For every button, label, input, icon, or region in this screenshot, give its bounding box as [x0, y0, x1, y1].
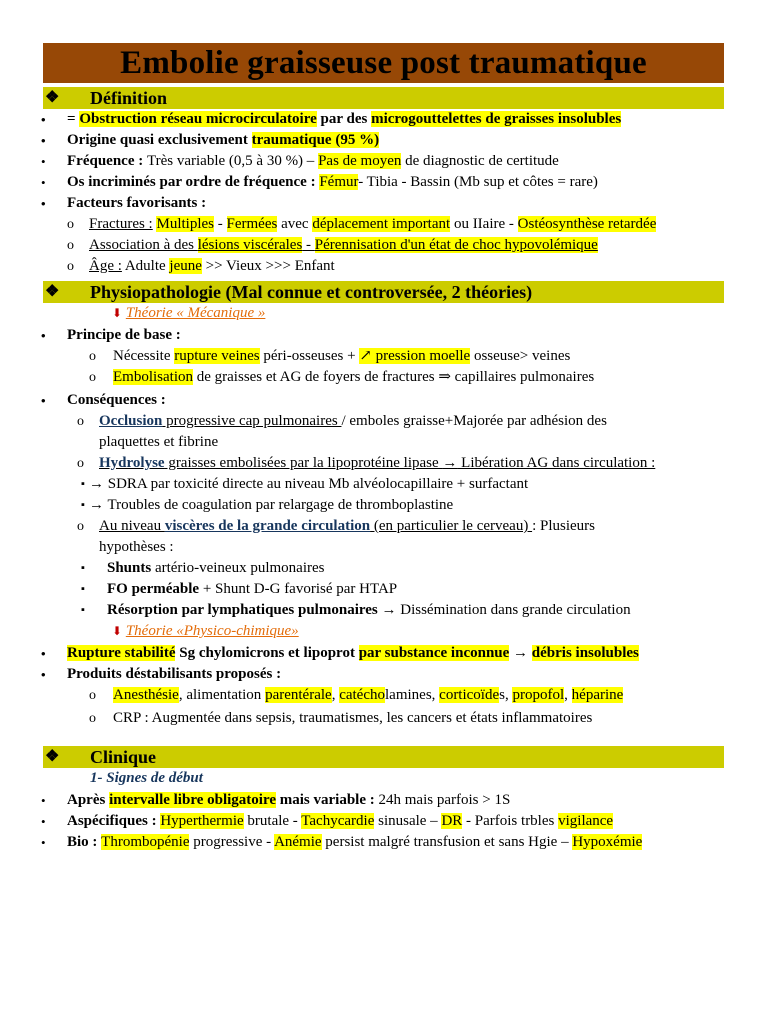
square-bullet-icon: ▪: [81, 604, 85, 616]
sub-list-item: o Occlusion progressive cap pulmonaires / emboles graisse+Majorée par adhésion des: [43, 411, 724, 432]
right-arrow-icon: →: [377, 602, 401, 618]
circle-bullet-icon: o: [89, 688, 96, 703]
section-clinique: [43, 746, 724, 768]
sub-list-item: o CRP : Augmentée dans sepsis, traumatismes, les cancers et états inflammatoires: [43, 708, 724, 729]
circle-bullet-icon: o: [89, 711, 96, 726]
sub-list-item: o Hydrolyse graisses embolisées par la lipoprotéine lipase → Libération AG dans circulation :: [43, 453, 724, 474]
sub-sub-list-item: ▪ FO perméable + Shunt D-G favorisé par HTAP: [43, 579, 724, 600]
sub-sub-list-item: ▪ → Troubles de coagulation par relargage de thromboplastine: [43, 495, 724, 516]
dot-bullet-icon: •: [41, 133, 46, 148]
sub-list-item: o Association à des lésions viscérales - Pérennisation d'un état de choc hypovolémique: [43, 235, 724, 256]
document-page: [43, 43, 724, 853]
section-definition: [43, 87, 724, 109]
list-item: • Bio : Thrombopénie progressive - Anémie persist malgré transfusion et sans Hgie – Hypoxémie: [43, 832, 724, 853]
dot-bullet-icon: •: [41, 154, 46, 169]
section-title: Clinique: [90, 747, 157, 767]
list-item: • Produits déstabilisants proposés :: [43, 664, 724, 685]
sub-list-item-continuation: plaquettes et fibrine: [99, 434, 219, 450]
right-arrow-icon: →: [89, 476, 104, 492]
list-item: • Os incriminés par ordre de fréquence : Fémur- Tibia - Bassin (Mb sup et côtes = rare): [43, 172, 724, 193]
list-item: • Rupture stabilité Sg chylomicrons et lipoprot par substance inconnue → débris insolubles: [43, 643, 724, 664]
sub-list-item: o Âge : Adulte jeune >> Vieux >>> Enfant: [43, 256, 724, 277]
implies-arrow-icon: ⇒: [438, 369, 451, 385]
sub-sub-list-item: ▪ Résorption par lymphatiques pulmonaires → Dissémination dans grande circulation: [43, 600, 724, 621]
right-arrow-icon: →: [89, 497, 104, 513]
circle-bullet-icon: o: [67, 217, 74, 232]
list-item: • Principe de base :: [43, 325, 724, 346]
circle-bullet-icon: o: [77, 414, 84, 429]
list-item: • Fréquence : Très variable (0,5 à 30 %) – Pas de moyen de diagnostic de certitude: [43, 151, 724, 172]
section-title: Physiopathologie (Mal connue et controversée, 2 théories): [90, 282, 533, 302]
square-bullet-icon: ▪: [81, 583, 85, 595]
list-item: • Conséquences :: [43, 390, 724, 411]
sub-list-item: o Au niveau viscères de la grande circulation (en particulier le cerveau) : Plusieurs: [43, 516, 724, 537]
down-arrow-icon: ⬇: [112, 306, 123, 320]
list-item: • Après intervalle libre obligatoire mais variable : 24h mais parfois > 1S: [43, 790, 724, 811]
right-arrow-icon: →: [442, 455, 458, 471]
sub-sub-list-item: ▪ → SDRA par toxicité directe au niveau Mb alvéolocapillaire + surfactant: [43, 474, 724, 495]
circle-bullet-icon: o: [89, 349, 96, 364]
diamond-bullet-icon: ❖: [45, 283, 60, 300]
section-title: Définition: [90, 88, 168, 108]
dot-bullet-icon: •: [41, 814, 46, 829]
dot-bullet-icon: •: [41, 646, 46, 661]
theory-heading: ⬇ Théorie « Mécanique »: [112, 305, 266, 321]
diamond-bullet-icon: ❖: [45, 89, 60, 106]
right-arrow-icon: →: [509, 645, 532, 661]
circle-bullet-icon: o: [77, 519, 84, 534]
circle-bullet-icon: o: [67, 259, 74, 274]
circle-bullet-icon: o: [89, 370, 96, 385]
square-bullet-icon: ▪: [81, 499, 85, 511]
dot-bullet-icon: •: [41, 667, 46, 682]
subsection-heading: 1- Signes de début: [90, 770, 203, 786]
dot-bullet-icon: •: [41, 835, 46, 850]
dot-bullet-icon: •: [41, 393, 46, 408]
list-item: • Aspécifiques : Hyperthermie brutale - Tachycardie sinusale – DR - Parfois trbles vigilance: [43, 811, 724, 832]
sub-list-item: o Nécessite rupture veines péri-osseuses + ↗ pression moelle osseuse> veines: [43, 346, 724, 367]
list-item: • Facteurs favorisants :: [43, 193, 724, 214]
dot-bullet-icon: •: [41, 112, 46, 127]
dot-bullet-icon: •: [41, 793, 46, 808]
dot-bullet-icon: •: [41, 175, 46, 190]
list-item: • = Obstruction réseau microcirculatoire par des microgouttelettes de graisses insolubles: [43, 109, 724, 130]
diamond-bullet-icon: ❖: [45, 748, 60, 765]
square-bullet-icon: ▪: [81, 562, 85, 574]
sub-list-item: o Embolisation de graisses et AG de foyers de fractures ⇒ capillaires pulmonaires: [43, 367, 724, 388]
list-item: • Origine quasi exclusivement traumatique (95 %): [43, 130, 724, 151]
circle-bullet-icon: o: [67, 238, 74, 253]
square-bullet-icon: ▪: [81, 478, 85, 490]
sub-list-item-continuation: hypothèses :: [99, 539, 174, 555]
dot-bullet-icon: •: [41, 196, 46, 211]
circle-bullet-icon: o: [77, 456, 84, 471]
sub-list-item: o Fractures : Multiples - Fermées avec déplacement important ou IIaire - Ostéosynthèse retardée: [43, 214, 724, 235]
dot-bullet-icon: •: [41, 328, 46, 343]
section-physiopathologie: [43, 281, 724, 303]
sub-sub-list-item: ▪ Shunts artério-veineux pulmonaires: [43, 558, 724, 579]
theory-heading: ⬇ Théorie «Physico-chimique»: [112, 623, 299, 639]
page-title: Embolie graisseuse post traumatique: [43, 43, 724, 83]
sub-list-item: o Anesthésie, alimentation parentérale, catécholamines, corticoïdes, propofol, héparine: [43, 685, 724, 706]
down-arrow-icon: ⬇: [112, 624, 123, 638]
